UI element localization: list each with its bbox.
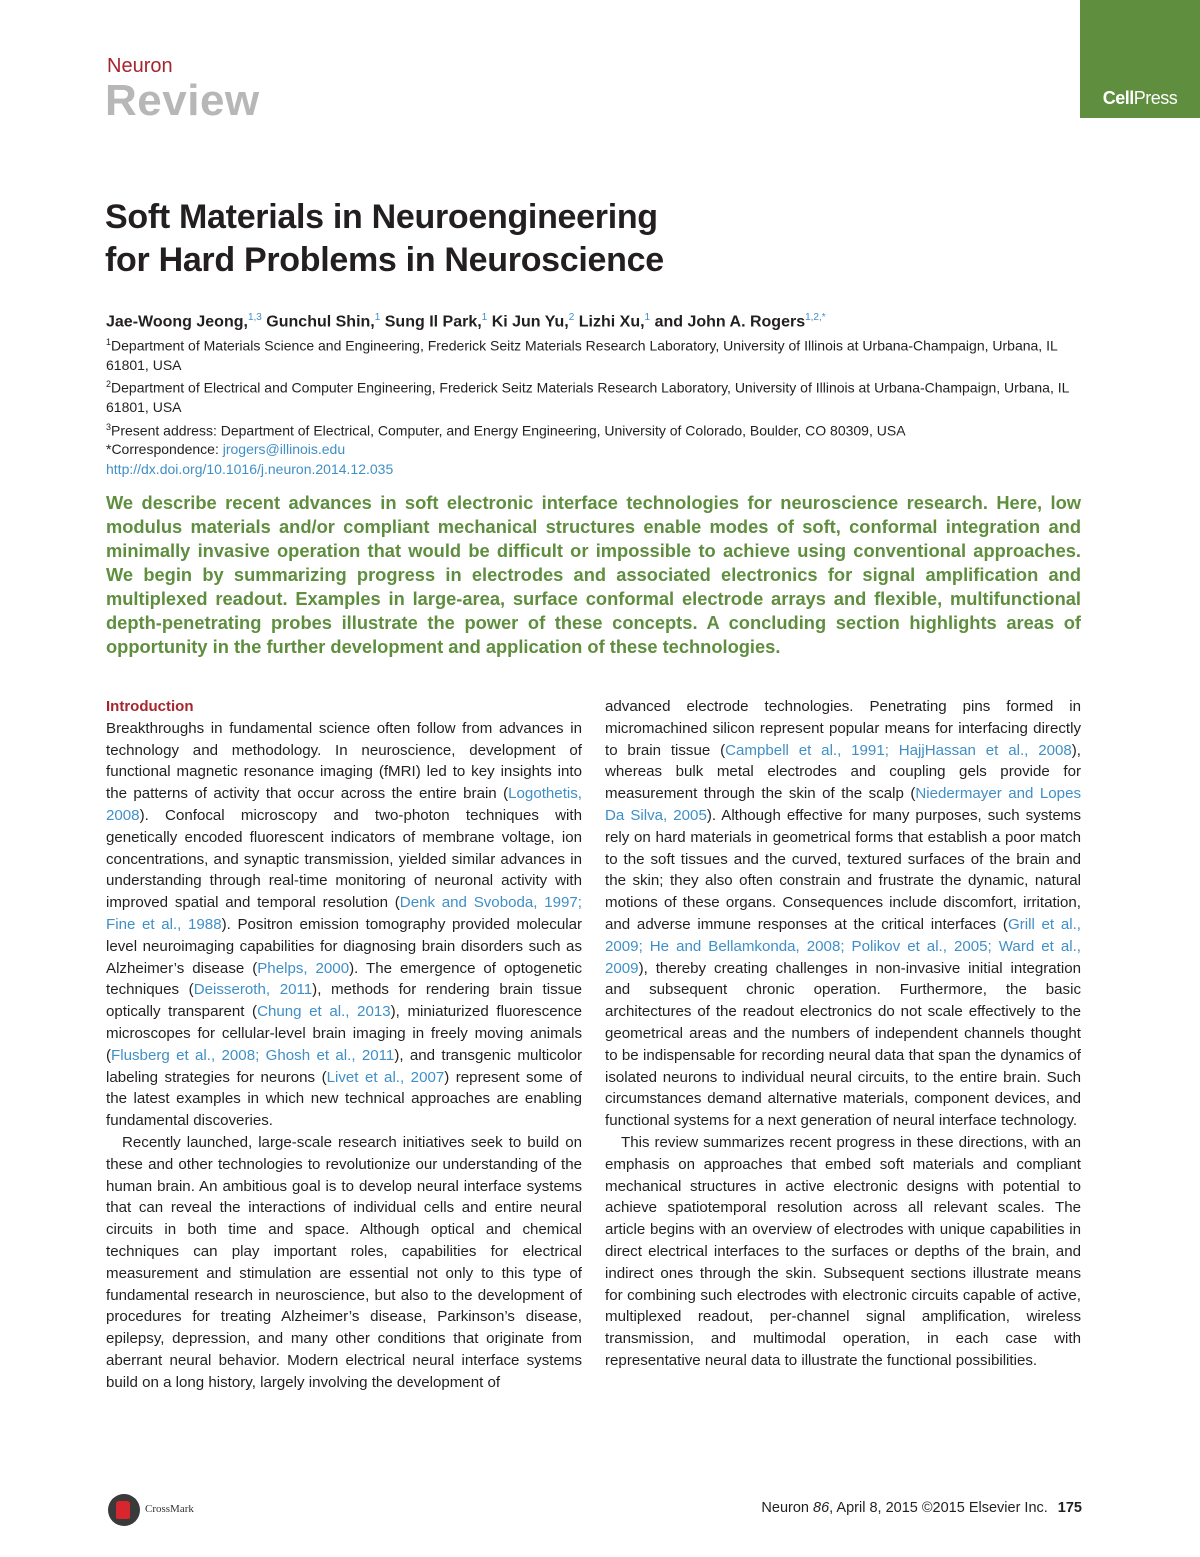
author-affiliation-marker: 1,2,*: [805, 312, 826, 323]
citation-link[interactable]: Phelps, 2000: [257, 959, 350, 977]
author-name: Ki Jun Yu,: [491, 313, 569, 331]
citation-link[interactable]: Livet et al., 2007: [326, 1068, 445, 1086]
paragraph: Recently launched, large-scale research initiatives seek to build on these and other technologies to revolutionize our understanding of the human brain. An ambitious goal is to develop neural interface systems that can reveal the interactions of individual cells and entire neural circuits in both time and space. Although optical and chemical techniques can play important roles, capabilities for electrical measurement and stimulation are essential not only to this type of fundamental research in neuroscience, but also to the development of procedures for treating Alzheimer’s disease, Parkinson’s disease, epilepsy, depression, and many other conditions that originate from aberrant neural behavior. Modern electrical neural interface systems build on a long history, largely involving the development of: [106, 1133, 582, 1391]
section-label: Review: [105, 76, 260, 125]
author-name: Jae-Woong Jeong,: [106, 313, 248, 331]
author-affiliation-marker: 1,3: [247, 312, 262, 323]
paragraph: Breakthroughs in fundamental science often follow from advances in technology and methodology. In neuroscience, development of functional magnetic resonance imaging (fMRI) led to key insights into the patterns of activity that occur across the entire brain (Logothetis, 2008). Confocal microscopy and two-photon techniques with genetically encoded fluorescent indicators of membrane voltage, ion concentrations, and synaptic transmission, yielded similar advances in understanding through real-time monitoring of neuronal activity with improved spatial and temporal resolution (Denk and Svoboda, 1997; Fine et al., 1988). Positron emission tomography provided molecular level neuroimaging capabilities for diagnosing brain disorders such as Alzheimer’s disease (Phelps, 2000). The emergence of optogenetic techniques (Deisseroth, 2011), methods for rendering brain tissue optically transparent (Chung et al., 2013), miniaturized fluorescence microscopes for cellular-level brain imaging in freely moving animals (Flusberg et al., 2008; Ghosh et al., 2011), and transgenic multicolor labeling strategies for neurons (Livet et al., 2007) represent some of the latest examples in which new technical approaches are enabling fundamental discoveries.: [106, 719, 582, 1130]
affiliation: $^1$Department of Materials Science and Engineering, Frederick Seitz Materials Research Laboratory, University of Illinois at Urbana-Champaign, Urbana, IL 61801, USA: [106, 337, 1058, 373]
citation-link[interactable]: Niedermayer and Lopes Da Silva, 2005: [605, 785, 1082, 824]
paragraph: This review summarizes recent progress in these directions, with an emphasis on approaches that embed soft materials and compliant mechanical structures in active electronic designs with potential to achieve spatiotemporal resolution across all relevant scales. The article begins with an overview of electrodes with unique capabilities in direct electrical interfaces to the surfaces or depths of the brain, and indirect ones through the skin. Subsequent sections illustrate means for combining such electrodes with electronic circuits capable of active, multiplexed readout, per-channel signal amplification, wireless transmission, and multimodal operation, in each case with representative neural data to illustrate the functional possibilities.: [605, 1133, 1081, 1369]
crossmark-logo[interactable]: [108, 1494, 218, 1528]
cellpress-logo-text: CellPress: [1102, 88, 1178, 108]
abstract: We describe recent advances in soft electronic interface technologies for neuroscience research. Here, low modulus materials and/or compliant mechanical structures enable modes of soft, conformal integration and minimally invasive operation that would be difficult or impossible to achieve using conventional approaches. We begin by summarizing progress in electrodes and associated electronics for signal amplification and multiplexed readout. Examples in large-area, surface conformal electrode arrays and flexible, multifunctional depth-penetrating probes illustrate the power of these concepts. A concluding section highlights areas of opportunity in the further development and application of these technologies.: [106, 492, 1081, 657]
citation-link[interactable]: Logothetis, 2008: [106, 785, 582, 824]
author-affiliation-marker: 2: [568, 312, 575, 323]
paragraph: advanced electrode technologies. Penetrating pins formed in micromachined silicon represent popular means for interfacing directly to brain tissue (Campbell et al., 1991; HajjHassan et al., 2008), whereas bulk metal electrodes and coupling gels provide for measurement through the skin of the scalp (Niedermayer and Lopes Da Silva, 2005). Although effective for many purposes, such systems rely on hard materials in geometrical forms that establish a poor match to the soft tissues and the curved, textured surfaces of the brain and the skin; they also often constrain and frustrate the dynamic, natural motions of these organs. Consequences include discomfort, irritation, and adverse immune responses at the critical interfaces (Grill et al., 2009; He and Bellamkonda, 2008; Polikov et al., 2005; Ward et al., 2009), thereby creating challenges in non-invasive initial integration and subsequent chronic operation. Furthermore, the basic architectures of the readout electronics do not scale effectively to the geometrical areas and the numbers of independent channels thought to be indispensable for recording neural data that span the dynamics of isolated neurons to individual neural circuits, to the entire brain. Such circumstances demand alternative materials, component devices, and functional systems for a next generation of neural interface technology.: [605, 698, 1082, 1130]
page-number: 175: [1057, 1500, 1082, 1516]
author-affiliation-marker: 1: [644, 312, 651, 323]
body-column-right: [605, 696, 1081, 1372]
affiliation: $^2$Department of Electrical and Computer Engineering, Frederick Seitz Materials Research Laboratory, University of Illinois at Urbana-Champaign, Urbana, IL 61801, USA: [106, 379, 1069, 416]
correspondence-email-link[interactable]: jrogers@illinois.edu: [222, 441, 346, 458]
citation-link[interactable]: Grill et al., 2009; He and Bellamkonda, 2008; Polikov et al., 2005; Ward et al., 2009: [605, 915, 1082, 977]
section-heading-introduction: Introduction: [106, 698, 194, 715]
author-name: and John A. Rogers: [654, 313, 806, 331]
doi-link[interactable]: http://dx.doi.org/10.1016/j.neuron.2014.12.035: [106, 460, 394, 477]
affiliations: [106, 333, 1086, 479]
author-list: [106, 312, 826, 331]
correspondence: *Correspondence: jrogers@illinois.edu: [106, 441, 346, 458]
crossmark-label: CrossMark: [145, 1503, 194, 1515]
citation-link[interactable]: Denk and Svoboda, 1997; Fine et al., 1988: [106, 894, 582, 933]
citation-link[interactable]: Campbell et al., 1991; HajjHassan et al., 2008: [725, 741, 1072, 759]
journal-name: Neuron: [107, 55, 173, 77]
author-name: Gunchul Shin,: [266, 313, 375, 331]
page-footer: Neuron 86, April 8, 2015 ©2015 Elsevier Inc. 175: [761, 1500, 1082, 1516]
title-line-1: Soft Materials in Neuroengineering: [105, 198, 658, 236]
body-column-left: [106, 696, 582, 1394]
author-name: Sung Il Park,: [384, 313, 482, 331]
crossmark-icon: [108, 1494, 140, 1526]
citation-link[interactable]: Flusberg et al., 2008; Ghosh et al., 2011: [111, 1046, 395, 1064]
article-title: [105, 196, 1005, 282]
author-name: Lizhi Xu,: [578, 313, 645, 331]
cellpress-logo: [1080, 0, 1200, 118]
title-line-2: for Hard Problems in Neuroscience: [105, 241, 664, 279]
author-affiliation-marker: 1: [374, 312, 381, 323]
author-affiliation-marker: 1: [481, 312, 488, 323]
citation-link[interactable]: Deisseroth, 2011: [193, 981, 313, 999]
citation-link[interactable]: Chung et al., 2013: [257, 1003, 391, 1021]
affiliation: $^3$Present address: Department of Electrical, Computer, and Energy Engineering, University of Colorado, Boulder, CO 80309, USA: [106, 421, 906, 439]
